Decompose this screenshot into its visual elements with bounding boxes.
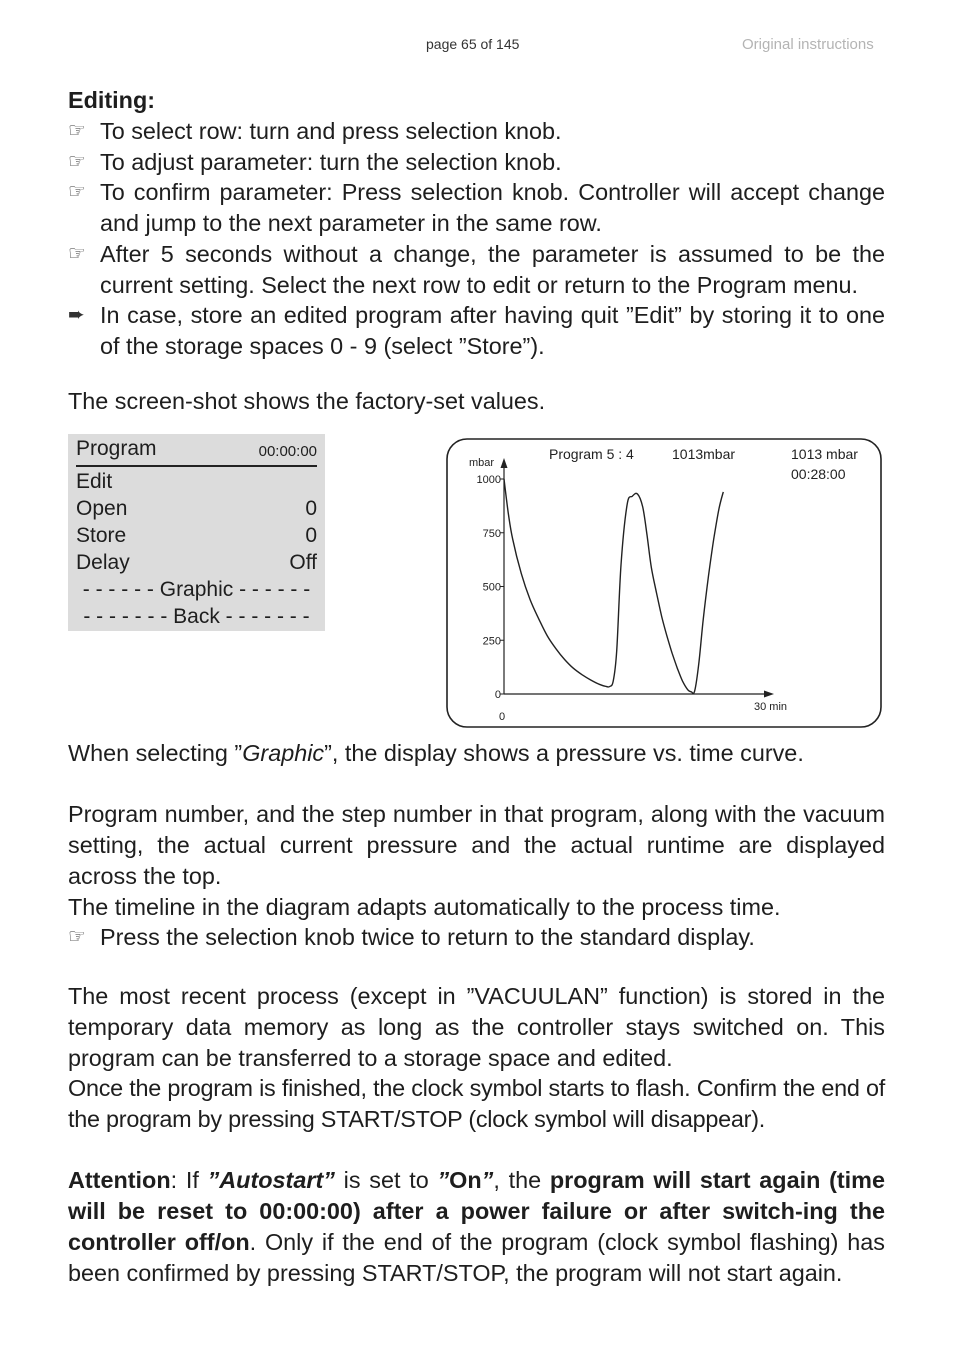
y-unit-label: mbar	[469, 457, 495, 469]
editing-item-text: To adjust parameter: turn the selection knob.	[100, 149, 562, 175]
display-frame	[447, 439, 881, 727]
editing-item	[68, 300, 885, 362]
program-menu-display	[68, 434, 325, 631]
editing-heading: Editing:	[68, 87, 156, 113]
y-tick-label: 1000	[476, 474, 501, 486]
editing-item	[68, 116, 885, 147]
program-step-label: Program 5 : 4	[549, 446, 634, 462]
pressure-chart	[446, 438, 882, 728]
graphic-intro	[68, 738, 885, 769]
graphic-intro-pre: When selecting ”	[68, 740, 243, 766]
x-start-label: 0	[499, 711, 506, 723]
attention-text: . Only if the end of the program (clock symbol flashing) has been confirmed by pressing START/STOP, the program will not start again.	[68, 1229, 885, 1286]
pointing-hand-icon: ☞	[68, 243, 86, 265]
memory-paragraph-2: Once the program is finished, the clock symbol starts to flash. Confirm the end of the program by pressing START/STOP (clock symbol will disappear).	[68, 1075, 885, 1132]
menu-item-open[interactable]	[76, 495, 317, 522]
autostart-term: ”Autostart”	[207, 1167, 335, 1193]
actual-pressure-label: 1013 mbar	[791, 446, 858, 462]
timeline-paragraph: The timeline in the diagram adapts automatically to the process time.	[68, 894, 781, 920]
factory-note: The screen-shot shows the factory-set values.	[68, 388, 546, 414]
pressure-graph-display	[446, 438, 882, 728]
graphic-intro-em: Graphic	[242, 740, 325, 766]
pointing-hand-icon: ☞	[68, 151, 86, 173]
menu-item-edit[interactable]	[76, 468, 317, 495]
menu-title: Program	[76, 437, 157, 460]
y-tick-label: 500	[482, 581, 501, 594]
y-tick-label: 750	[482, 527, 501, 540]
editing-item	[68, 239, 885, 301]
return-item	[68, 922, 885, 953]
x-end-label: 30 min	[754, 701, 788, 713]
editing-item-text: In case, store an edited program after having quit ”Edit” by storing it to one of the storage spaces 0 - 9 (select ”Store”).	[100, 302, 885, 359]
menu-item-label: Open	[76, 497, 128, 520]
return-item-text: Press the selection knob twice to return to the standard display.	[100, 924, 755, 950]
page-number: page 65 of 145	[426, 36, 520, 52]
y-tick-label: 250	[482, 635, 501, 648]
pointing-hand-icon: ☞	[68, 120, 86, 142]
menu-item-value: Off	[289, 551, 317, 574]
menu-item-back[interactable]: - - - - - - - Back - - - - - - -	[83, 605, 310, 628]
menu-item-store[interactable]	[76, 522, 317, 549]
menu-item-delay[interactable]	[76, 549, 317, 576]
menu-item-value: 0	[305, 497, 317, 520]
program-paragraph: Program number, and the step number in that program, along with the vacuum setting, the actual current pressure and the actual runtime are displayed across the top.	[68, 801, 885, 889]
graphic-intro-post: ”, the display shows a pressure vs. time curve.	[324, 740, 804, 766]
menu-item-label: Edit	[76, 470, 113, 493]
editing-item	[68, 147, 885, 178]
on-term: On	[449, 1167, 482, 1193]
pointing-hand-icon: ☞	[68, 181, 86, 203]
menu-clock: 00:00:00	[258, 443, 317, 460]
y-tick-label: 0	[494, 689, 501, 701]
vacuum-setting-label: 1013mbar	[672, 446, 736, 462]
editing-item-text: After 5 seconds without a change, the parameter is assumed to be the current setting. Select the next row to edit or return to the Program menu.	[100, 241, 885, 298]
menu-item-label: Delay	[76, 551, 130, 574]
arrow-right-icon: ➨	[68, 304, 85, 326]
editing-item	[68, 177, 885, 239]
menu-item-value: 0	[305, 524, 317, 547]
attention-text: , the	[493, 1167, 550, 1193]
header-note: Original instructions	[742, 36, 874, 53]
attention-text: is set to	[334, 1167, 438, 1193]
attention-bold-text: program will start again (time will be reset to 00:00:00) after a power failure or after switch-ing the controller off/on	[68, 1167, 885, 1255]
editing-item-text: To select row: turn and press selection knob.	[100, 118, 562, 144]
attention-paragraph	[68, 1165, 885, 1289]
editing-item-text: To confirm parameter: Press selection knob. Controller will accept change and jump to the next parameter in the same row.	[100, 179, 885, 236]
runtime-label: 00:28:00	[791, 466, 846, 482]
attention-text: : If	[170, 1167, 208, 1193]
attention-label: Attention	[68, 1167, 171, 1193]
menu-divider	[76, 465, 317, 467]
pointing-hand-icon: ☞	[68, 926, 86, 948]
quote-mark: ”	[481, 1167, 494, 1193]
quote-mark: ”	[437, 1167, 450, 1193]
menu-item-graphic[interactable]: - - - - - - Graphic - - - - - -	[82, 578, 311, 601]
menu-item-label: Store	[76, 524, 127, 547]
memory-paragraph-1: The most recent process (except in ”VACUULAN” function) is stored in the temporary data memory as long as the controller stays switched on. This program can be transferred to a storage space and edited.	[68, 983, 885, 1071]
